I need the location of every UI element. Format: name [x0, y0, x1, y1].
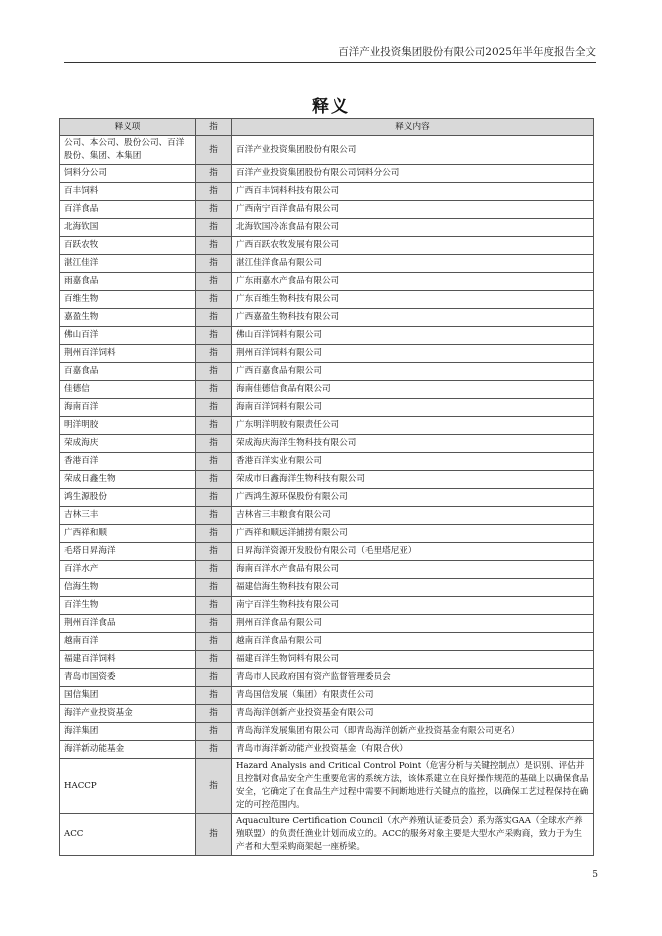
term-cell: 明洋明胶 [60, 417, 196, 435]
term-cell: 鸿生源股份 [60, 489, 196, 507]
table-row [60, 471, 594, 489]
definition-cell: 广西百跃农牧发展有限公司 [232, 237, 594, 255]
term-cell: HACCP [60, 759, 196, 814]
table-row [60, 255, 594, 273]
table-row [60, 669, 594, 687]
definition-cell: 吉林省三丰粮食有限公司 [232, 507, 594, 525]
term-cell: 湛江佳洋 [60, 255, 196, 273]
definition-cell: 广东明洋明胶有限责任公司 [232, 417, 594, 435]
table-row [60, 615, 594, 633]
refers-cell: 指 [196, 453, 232, 471]
report-header: 百洋产业投资集团股份有限公司2025年半年度报告全文 [338, 46, 596, 58]
refers-cell: 指 [196, 597, 232, 615]
table-row [60, 435, 594, 453]
term-cell: 饲料分公司 [60, 165, 196, 183]
refers-cell: 指 [196, 417, 232, 435]
table-row [60, 309, 594, 327]
table-row [60, 525, 594, 543]
term-cell: 百洋食品 [60, 201, 196, 219]
refers-cell: 指 [196, 579, 232, 597]
page-title: 释义 [312, 97, 350, 117]
definition-cell: 南宁百洋生物科技有限公司 [232, 597, 594, 615]
definition-cell: 青岛市人民政府国有资产监督管理委员会 [232, 669, 594, 687]
table-row [60, 201, 594, 219]
definition-cell: Hazard Analysis and Critical Control Point（危害分析与关键控制点）是识别、评估并且控制对食品安全产生重要危害的系统方法，该体系建立在良好操作规范的基础上以确保食品安全，它确定了在食品生产过程中需要不间断地进行关键点的监控，以确保工艺过程保持在确定的可控范围内。 [232, 759, 594, 814]
definition-cell: 湛江佳洋食品有限公司 [232, 255, 594, 273]
refers-cell: 指 [196, 651, 232, 669]
refers-cell: 指 [196, 273, 232, 291]
refers-cell: 指 [196, 723, 232, 741]
definition-cell: 广东雨嘉水产食品有限公司 [232, 273, 594, 291]
term-cell: 荣成日鑫生物 [60, 471, 196, 489]
term-cell: 广西祥和顺 [60, 525, 196, 543]
refers-cell: 指 [196, 525, 232, 543]
refers-cell: 指 [196, 165, 232, 183]
term-cell: 公司、本公司、股份公司、百洋股份、集团、本集团 [60, 136, 196, 165]
definition-cell: Aquaculture Certification Council（水产养殖认证委员会）系为落实GAA（全球水产养殖联盟）的负责任渔业计划而成立的。ACC的服务对象主要是大型水产采购商，致力于为生产者和大型采购商架起一座桥梁。 [232, 814, 594, 856]
table-row [60, 183, 594, 201]
definition-cell: 北海钦国冷冻食品有限公司 [232, 219, 594, 237]
term-cell: 百嘉食品 [60, 363, 196, 381]
page-number: 5 [592, 870, 598, 880]
term-cell: 香港百洋 [60, 453, 196, 471]
definition-cell: 百洋产业投资集团股份有限公司饲料分公司 [232, 165, 594, 183]
term-cell: 佛山百洋 [60, 327, 196, 345]
refers-cell: 指 [196, 489, 232, 507]
table-row [60, 453, 594, 471]
table-row [60, 219, 594, 237]
header-divider [64, 62, 596, 63]
refers-cell: 指 [196, 309, 232, 327]
table-row [60, 579, 594, 597]
table-row [60, 345, 594, 363]
table-row [60, 705, 594, 723]
term-cell: 海洋产业投资基金 [60, 705, 196, 723]
definition-cell: 香港百洋实业有限公司 [232, 453, 594, 471]
definitions-table [59, 118, 594, 856]
definition-cell: 青岛海洋创新产业投资基金有限公司 [232, 705, 594, 723]
term-cell: 百跃农牧 [60, 237, 196, 255]
table-row [60, 741, 594, 759]
definition-cell: 广西鸿生源环保股份有限公司 [232, 489, 594, 507]
refers-cell: 指 [196, 237, 232, 255]
table-row [60, 723, 594, 741]
definition-cell: 荆州百洋食品有限公司 [232, 615, 594, 633]
definition-cell: 海南百洋饲料有限公司 [232, 399, 594, 417]
refers-cell: 指 [196, 633, 232, 651]
refers-cell: 指 [196, 507, 232, 525]
term-cell: 海南百洋 [60, 399, 196, 417]
term-cell: 雨嘉食品 [60, 273, 196, 291]
definition-cell: 广西祥和顺远洋捕捞有限公司 [232, 525, 594, 543]
term-cell: 信海生物 [60, 579, 196, 597]
definition-cell: 荣成海庆海洋生物科技有限公司 [232, 435, 594, 453]
definition-cell: 荣成市日鑫海洋生物科技有限公司 [232, 471, 594, 489]
table-row [60, 687, 594, 705]
refers-cell: 指 [196, 201, 232, 219]
definition-cell: 广东百维生物科技有限公司 [232, 291, 594, 309]
refers-cell: 指 [196, 705, 232, 723]
term-cell: 海洋集团 [60, 723, 196, 741]
table-row [60, 417, 594, 435]
term-cell: 国信集团 [60, 687, 196, 705]
refers-cell: 指 [196, 327, 232, 345]
refers-cell: 指 [196, 741, 232, 759]
term-cell: ACC [60, 814, 196, 856]
table-row [60, 136, 594, 165]
term-cell: 百洋水产 [60, 561, 196, 579]
refers-cell: 指 [196, 345, 232, 363]
table-row [60, 543, 594, 561]
term-cell: 百洋生物 [60, 597, 196, 615]
term-cell: 嘉盈生物 [60, 309, 196, 327]
term-cell: 福建百洋饲料 [60, 651, 196, 669]
term-cell: 毛塔日昇海洋 [60, 543, 196, 561]
table-row [60, 597, 594, 615]
table-row [60, 399, 594, 417]
table-row [60, 363, 594, 381]
refers-cell: 指 [196, 219, 232, 237]
definition-cell: 广西南宁百洋食品有限公司 [232, 201, 594, 219]
refers-cell: 指 [196, 759, 232, 814]
term-cell: 百丰饲料 [60, 183, 196, 201]
table-row [60, 651, 594, 669]
definition-cell: 越南百洋食品有限公司 [232, 633, 594, 651]
term-cell: 荆州百洋饲料 [60, 345, 196, 363]
term-cell: 越南百洋 [60, 633, 196, 651]
refers-cell: 指 [196, 615, 232, 633]
term-cell: 吉林三丰 [60, 507, 196, 525]
refers-cell: 指 [196, 381, 232, 399]
term-cell: 青岛市国资委 [60, 669, 196, 687]
definition-cell: 海南百洋水产食品有限公司 [232, 561, 594, 579]
refers-cell: 指 [196, 561, 232, 579]
term-cell: 海洋新动能基金 [60, 741, 196, 759]
definition-cell: 青岛国信发展（集团）有限责任公司 [232, 687, 594, 705]
refers-cell: 指 [196, 543, 232, 561]
refers-cell: 指 [196, 363, 232, 381]
definition-cell: 福建百洋生物饲料有限公司 [232, 651, 594, 669]
table-row [60, 381, 594, 399]
definition-cell: 青岛市海洋新动能产业投资基金（有限合伙） [232, 741, 594, 759]
table-row [60, 237, 594, 255]
term-cell: 北海钦国 [60, 219, 196, 237]
definition-cell: 广西百丰饲料科技有限公司 [232, 183, 594, 201]
refers-cell: 指 [196, 471, 232, 489]
refers-cell: 指 [196, 255, 232, 273]
definition-cell: 海南佳德信食品有限公司 [232, 381, 594, 399]
term-cell: 荆州百洋食品 [60, 615, 196, 633]
table-row [60, 507, 594, 525]
column-header-refers: 指 [196, 119, 232, 136]
table-row [60, 165, 594, 183]
refers-cell: 指 [196, 669, 232, 687]
term-cell: 荣成海庆 [60, 435, 196, 453]
definition-cell: 青岛海洋发展集团有限公司（即青岛海洋创新产业投资基金有限公司更名） [232, 723, 594, 741]
term-cell: 佳德信 [60, 381, 196, 399]
column-header-term: 释义项 [60, 119, 196, 136]
table-row [60, 273, 594, 291]
refers-cell: 指 [196, 136, 232, 165]
table-row [60, 561, 594, 579]
definition-cell: 佛山百洋饲料有限公司 [232, 327, 594, 345]
table-row [60, 291, 594, 309]
table-row [60, 759, 594, 814]
definition-cell: 广西百嘉食品有限公司 [232, 363, 594, 381]
table-row [60, 814, 594, 856]
definition-cell: 日昇海洋资源开发股份有限公司（毛里塔尼亚） [232, 543, 594, 561]
table-header-row [60, 119, 594, 136]
column-header-definition: 释义内容 [232, 119, 594, 136]
refers-cell: 指 [196, 183, 232, 201]
refers-cell: 指 [196, 291, 232, 309]
refers-cell: 指 [196, 399, 232, 417]
refers-cell: 指 [196, 435, 232, 453]
definition-cell: 荆州百洋饲料有限公司 [232, 345, 594, 363]
table-row [60, 633, 594, 651]
definition-cell: 广西嘉盈生物科技有限公司 [232, 309, 594, 327]
term-cell: 百维生物 [60, 291, 196, 309]
refers-cell: 指 [196, 687, 232, 705]
table-row [60, 327, 594, 345]
refers-cell: 指 [196, 814, 232, 856]
definition-cell: 百洋产业投资集团股份有限公司 [232, 136, 594, 165]
definition-cell: 福建信海生物科技有限公司 [232, 579, 594, 597]
table-row [60, 489, 594, 507]
